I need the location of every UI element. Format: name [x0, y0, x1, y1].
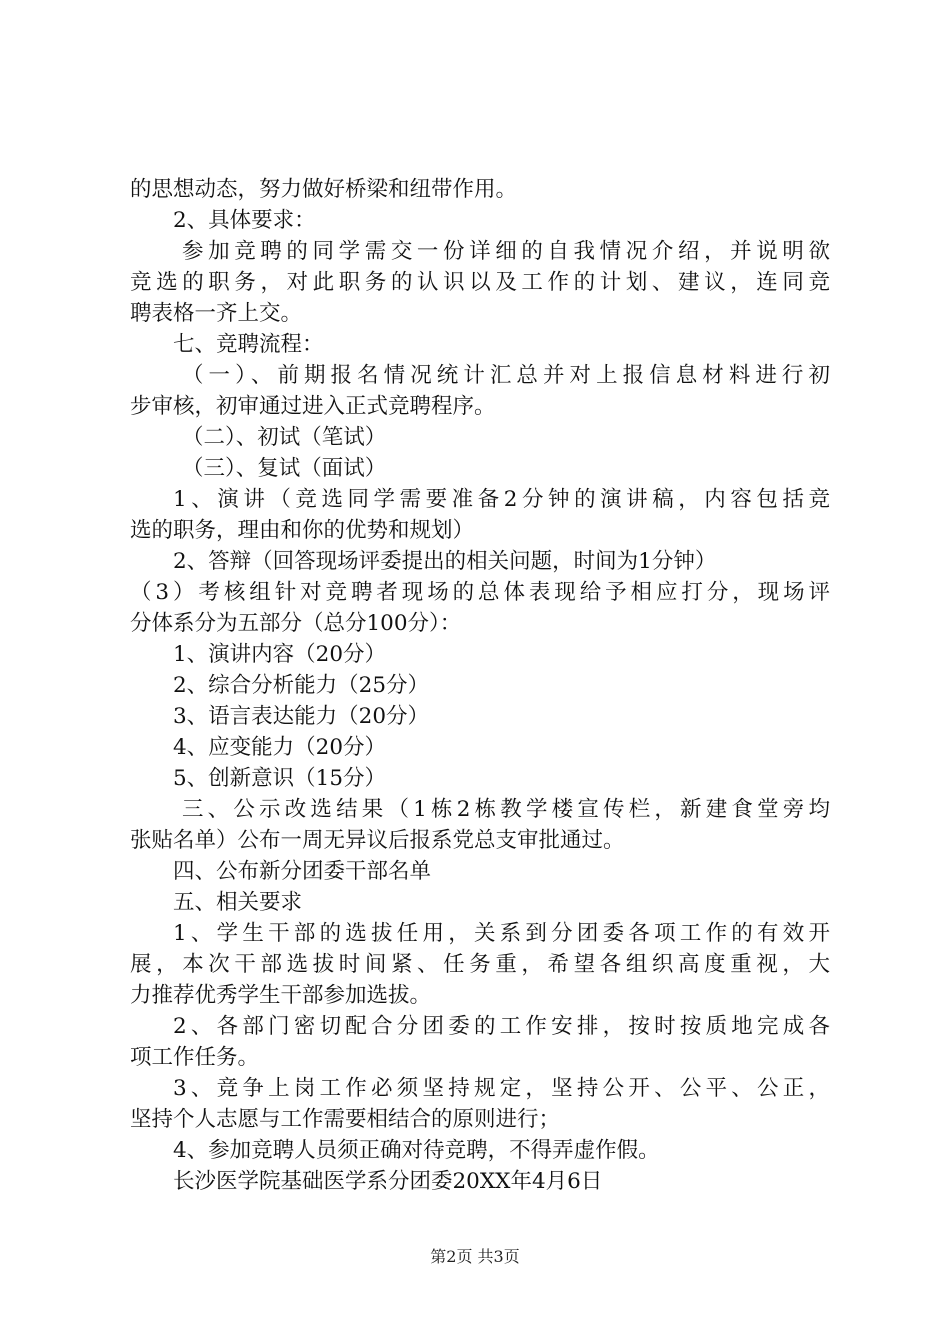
text-line: 2、综合分析能力（25分） [173, 673, 430, 698]
text-line: 分体系分为五部分（总分100分）： [130, 611, 462, 636]
text-line: （3）考核组针对竞聘者现场的总体表现给予相应打分，现场评 [130, 580, 830, 605]
page-footer: 第2页 共3页 [430, 1247, 520, 1266]
text-line: （一）、前期报名情况统计汇总并对上报信息材料进行初 [182, 363, 830, 388]
text-line: 的思想动态，努力做好桥梁和纽带作用。 [130, 177, 518, 202]
text-line: 3、竞争上岗工作必须坚持规定，坚持公开、公平、公正， [173, 1076, 830, 1101]
document-body [130, 174, 830, 1197]
text-line: 1、演讲（竞选同学需要准备2分钟的演讲稿，内容包括竞 [173, 487, 830, 512]
text-line: 步审核，初审通过进入正式竞聘程序。 [130, 394, 496, 419]
text-line: 4、应变能力（20分） [173, 735, 387, 760]
text-line: 2、各部门密切配合分团委的工作安排，按时按质地完成各 [173, 1014, 830, 1039]
text-line: 三、公示改选结果（1栋2栋教学楼宣传栏，新建食堂旁均 [182, 797, 830, 822]
text-line: 5、创新意识（15分） [173, 766, 387, 791]
text-line: 坚持个人志愿与工作需要相结合的原则进行； [130, 1107, 561, 1132]
text-line: 2、具体要求： [173, 208, 316, 233]
text-line: 选的职务，理由和你的优势和规划） [130, 518, 475, 543]
text-line: 四、公布新分团委干部名单 [173, 859, 432, 884]
text-line: （三）、复试（面试） [182, 456, 387, 481]
text-line: 七、竞聘流程： [173, 332, 324, 357]
text-line: 2、答辩（回答现场评委提出的相关问题，时间为1分钟） [173, 549, 717, 574]
text-line: 力推荐优秀学生干部参加选拔。 [130, 983, 432, 1008]
text-line: 3、语言表达能力（20分） [173, 704, 430, 729]
text-line: 项工作任务。 [130, 1045, 260, 1070]
text-line: 展，本次干部选拔时间紧、任务重，希望各组织高度重视，大 [130, 952, 830, 977]
text-line: 竞选的职务，对此职务的认识以及工作的计划、建议，连同竞 [130, 270, 830, 295]
text-line: 聘表格一齐上交。 [130, 301, 303, 326]
text-line: 1、学生干部的选拔任用，关系到分团委各项工作的有效开 [173, 921, 830, 946]
text-line: 长沙医学院基础医学系分团委20XX年4月6日 [173, 1169, 603, 1194]
text-line: 参加竞聘的同学需交一份详细的自我情况介绍，并说明欲 [182, 239, 830, 264]
text-line: 张贴名单）公布一周无异议后报系党总支审批通过。 [130, 828, 625, 853]
text-line: 五、相关要求 [173, 890, 303, 915]
text-line: 1、演讲内容（20分） [173, 642, 387, 667]
text-line: 4、参加竞聘人员须正确对待竞聘，不得弄虚作假。 [173, 1138, 660, 1163]
text-line: （二）、初试（笔试） [182, 425, 387, 450]
